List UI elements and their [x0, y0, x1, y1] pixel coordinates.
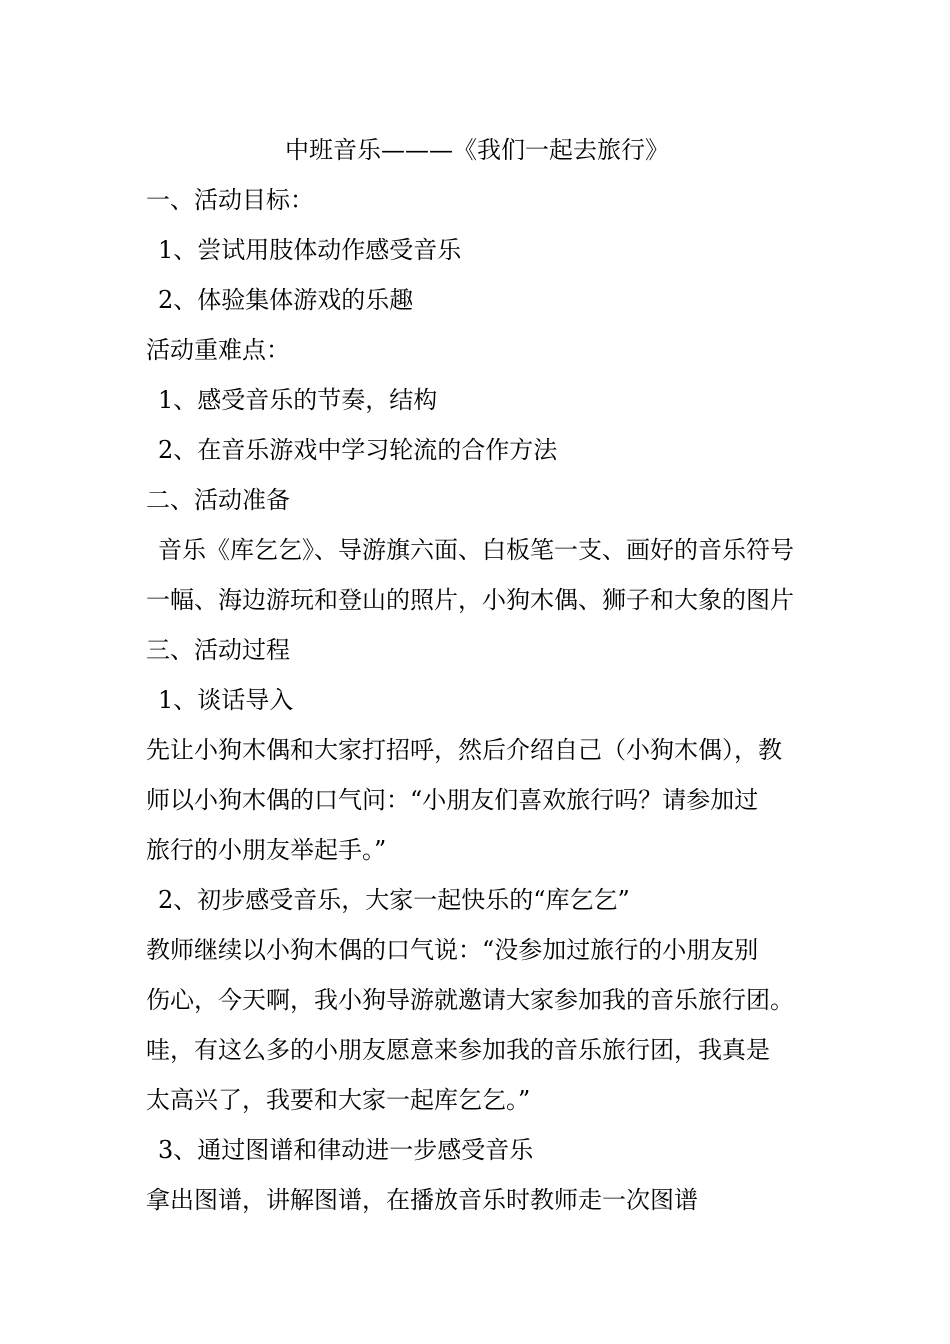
process-step-2-text-line-2: 伤心，今天啊，我小狗导游就邀请大家参加我的音乐旅行团。: [146, 986, 794, 1014]
process-step-2-text-line-4: 太高兴了，我要和大家一起库乞乞。”: [146, 1086, 531, 1114]
process-step-2-heading: 2、初步感受音乐，大家一起快乐的“库乞乞”: [158, 886, 630, 914]
goal-item-2: 2、体验集体游戏的乐趣: [158, 286, 414, 314]
section-heading-preparation: 二、活动准备: [146, 486, 290, 514]
section-heading-goals: 一、活动目标：: [146, 186, 314, 214]
document-body: [146, 125, 808, 1225]
process-step-1-text-line-1: 先让小狗木偶和大家打招呼，然后介绍自己（小狗木偶），教: [146, 736, 782, 764]
process-step-3-heading: 3、通过图谱和律动进一步感受音乐: [158, 1136, 534, 1164]
goal-item-1: 1、尝试用肢体动作感受音乐: [158, 236, 462, 264]
preparation-text-line-1: 音乐《库乞乞》、导游旗六面、白板笔一支、画好的音乐符号: [158, 536, 794, 564]
process-step-1-text-line-2: 师以小狗木偶的口气问：“小朋友们喜欢旅行吗？请参加过: [146, 786, 759, 814]
section-heading-process: 三、活动过程: [146, 636, 290, 664]
key-point-item-2: 2、在音乐游戏中学习轮流的合作方法: [158, 436, 558, 464]
process-step-2-text-line-3: 哇，有这么多的小朋友愿意来参加我的音乐旅行团，我真是: [146, 1036, 770, 1064]
preparation-text-line-2: 一幅、海边游玩和登山的照片，小狗木偶、狮子和大象的图片: [146, 586, 794, 614]
key-point-item-1: 1、感受音乐的节奏，结构: [158, 386, 438, 414]
section-heading-key-points: 活动重难点：: [146, 336, 290, 364]
process-step-2-text-line-1: 教师继续以小狗木偶的口气说：“没参加过旅行的小朋友别: [146, 936, 759, 964]
process-step-1-heading: 1、谈话导入: [158, 686, 294, 714]
document-title: 中班音乐———《我们一起去旅行》: [285, 136, 669, 164]
process-step-3-text-line-1: 拿出图谱，讲解图谱，在播放音乐时教师走一次图谱: [146, 1186, 698, 1214]
process-step-1-text-line-3: 旅行的小朋友举起手。”: [146, 836, 387, 864]
